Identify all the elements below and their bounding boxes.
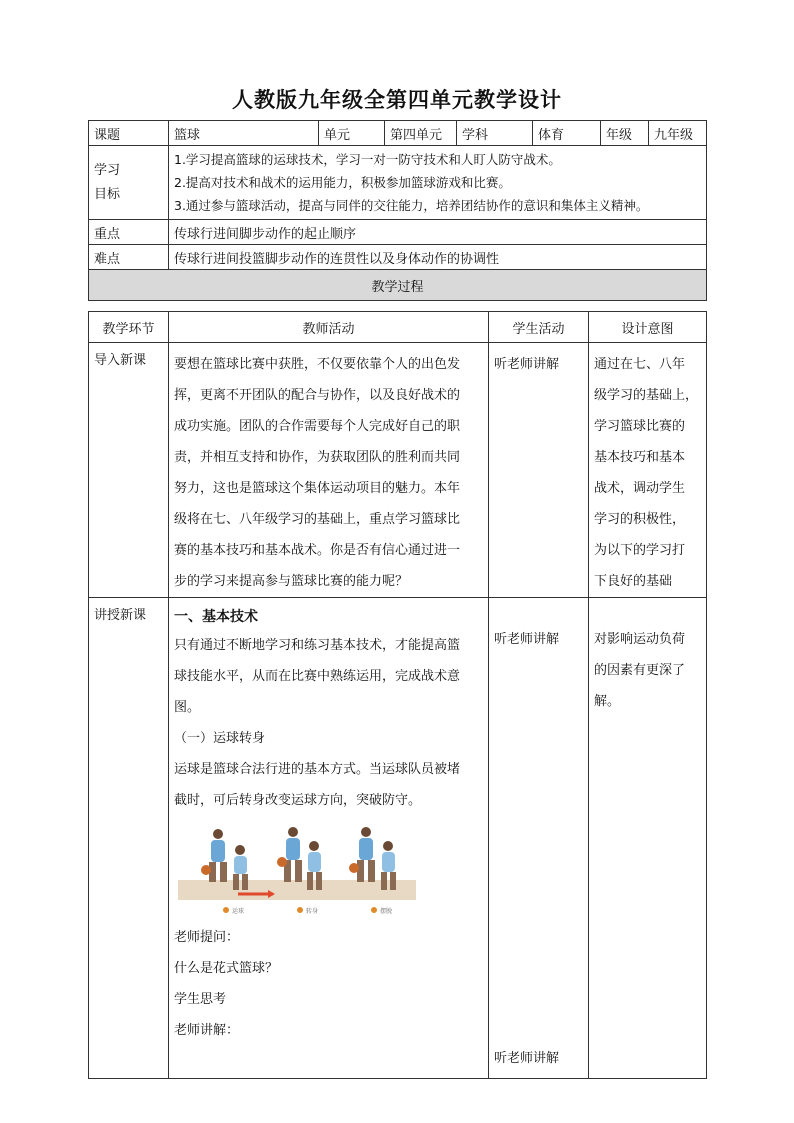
key-point-row [89, 220, 707, 245]
image-caption: 转身 [306, 908, 319, 915]
lecture-teacher-activity: 一、基本技术 只有通过不断地学习和练习基本技术，才能提高篮 球技能水平，从而在比赛中熟练运用，完成战术意 图。 （一）运球转身 运球是篮球合法行进的基本方式。当运球队员被堵 截时，可后转身改变运球方向，突破防守。 运球 转身 摆脱 老师提问： 什么是花式篮球？ 学生思考 老师讲解： [169, 598, 489, 1079]
goal-item: 1.学习提高篮球的运球技术，学习一对一防守技术和人盯人防守战术。 [174, 152, 561, 167]
intro-purpose: 通过在七、八年 级学习的基础上， 学习篮球比赛的 基本技巧和基本 战术，调动学生 学习的积极性， 为以下的学习打 下良好的基础 [589, 343, 707, 598]
process-table [88, 311, 707, 1079]
process-title: 教学过程 [89, 270, 707, 301]
lecture-row [89, 598, 707, 1079]
lecture-heading: 一、基本技术 [174, 609, 258, 625]
col-stage: 教学环节 [89, 312, 169, 343]
lecture-subheading: （一）运球转身 [174, 731, 266, 746]
image-caption: 运球 [232, 908, 245, 915]
goals-label: 学习 目标 [89, 146, 169, 220]
process-section-row [89, 270, 707, 301]
key-point-label: 重点 [89, 220, 169, 245]
goals-row [89, 146, 707, 220]
intro-teacher-activity: 要想在篮球比赛中获胜，不仅要依靠个人的出色发 挥，更离不开团队的配合与协作，以及良好战术的 成功实施。团队的合作需要每个人完成好自己的职 责，并相互支持和协作，为获取团队的胜利而共同 努力，这也是篮球这个集体运动项目的魅力。本年 级将在七、八年级学习的基础上，重点学习篮球比 赛的基本技巧和基本战术。你是否有信心通过进一 步的学习来提高参与篮球比赛的能力呢？ [169, 343, 489, 598]
subject-value: 体育 [533, 121, 601, 146]
image-caption: 摆脱 [380, 908, 393, 915]
key-point-value: 传球行进间脚步动作的起止顺序 [169, 220, 707, 245]
subject-label: 学科 [457, 121, 533, 146]
difficulty-label: 难点 [89, 245, 169, 270]
dribble-turn-illustration [178, 824, 416, 916]
intro-row [89, 343, 707, 598]
lecture-stage: 讲授新课 [89, 598, 169, 1079]
lecture-student-activity: 听老师讲解 听老师讲解 [489, 598, 589, 1079]
process-header-row [89, 312, 707, 343]
goal-item: 2.提高对技术和战术的运用能力，积极参加篮球游戏和比赛。 [174, 175, 511, 190]
lesson-plan-table [88, 120, 707, 301]
col-purpose: 设计意图 [589, 312, 707, 343]
difficulty-value: 传球行进间投篮脚步动作的连贯性以及身体动作的协调性 [169, 245, 707, 270]
unit-value: 第四单元 [385, 121, 457, 146]
col-student: 学生活动 [489, 312, 589, 343]
topic-value: 篮球 [169, 121, 319, 146]
grade-value: 九年级 [649, 121, 707, 146]
col-teacher: 教师活动 [169, 312, 489, 343]
info-row [89, 121, 707, 146]
goal-item: 3.通过参与篮球活动，提高与同伴的交往能力，培养团结协作的意识和集体主义精神。 [174, 198, 649, 213]
lecture-purpose: 对影响运动负荷 的因素有更深了 解。 [589, 598, 707, 1079]
unit-label: 单元 [319, 121, 385, 146]
basketball-players-image [178, 824, 416, 916]
grade-label: 年级 [601, 121, 649, 146]
intro-student-activity: 听老师讲解 [489, 343, 589, 598]
page-title: 人教版九年级全第四单元教学设计 [232, 87, 562, 112]
topic-label: 课题 [89, 121, 169, 146]
difficulty-row [89, 245, 707, 270]
intro-stage: 导入新课 [89, 343, 169, 598]
goals-content [169, 146, 707, 220]
